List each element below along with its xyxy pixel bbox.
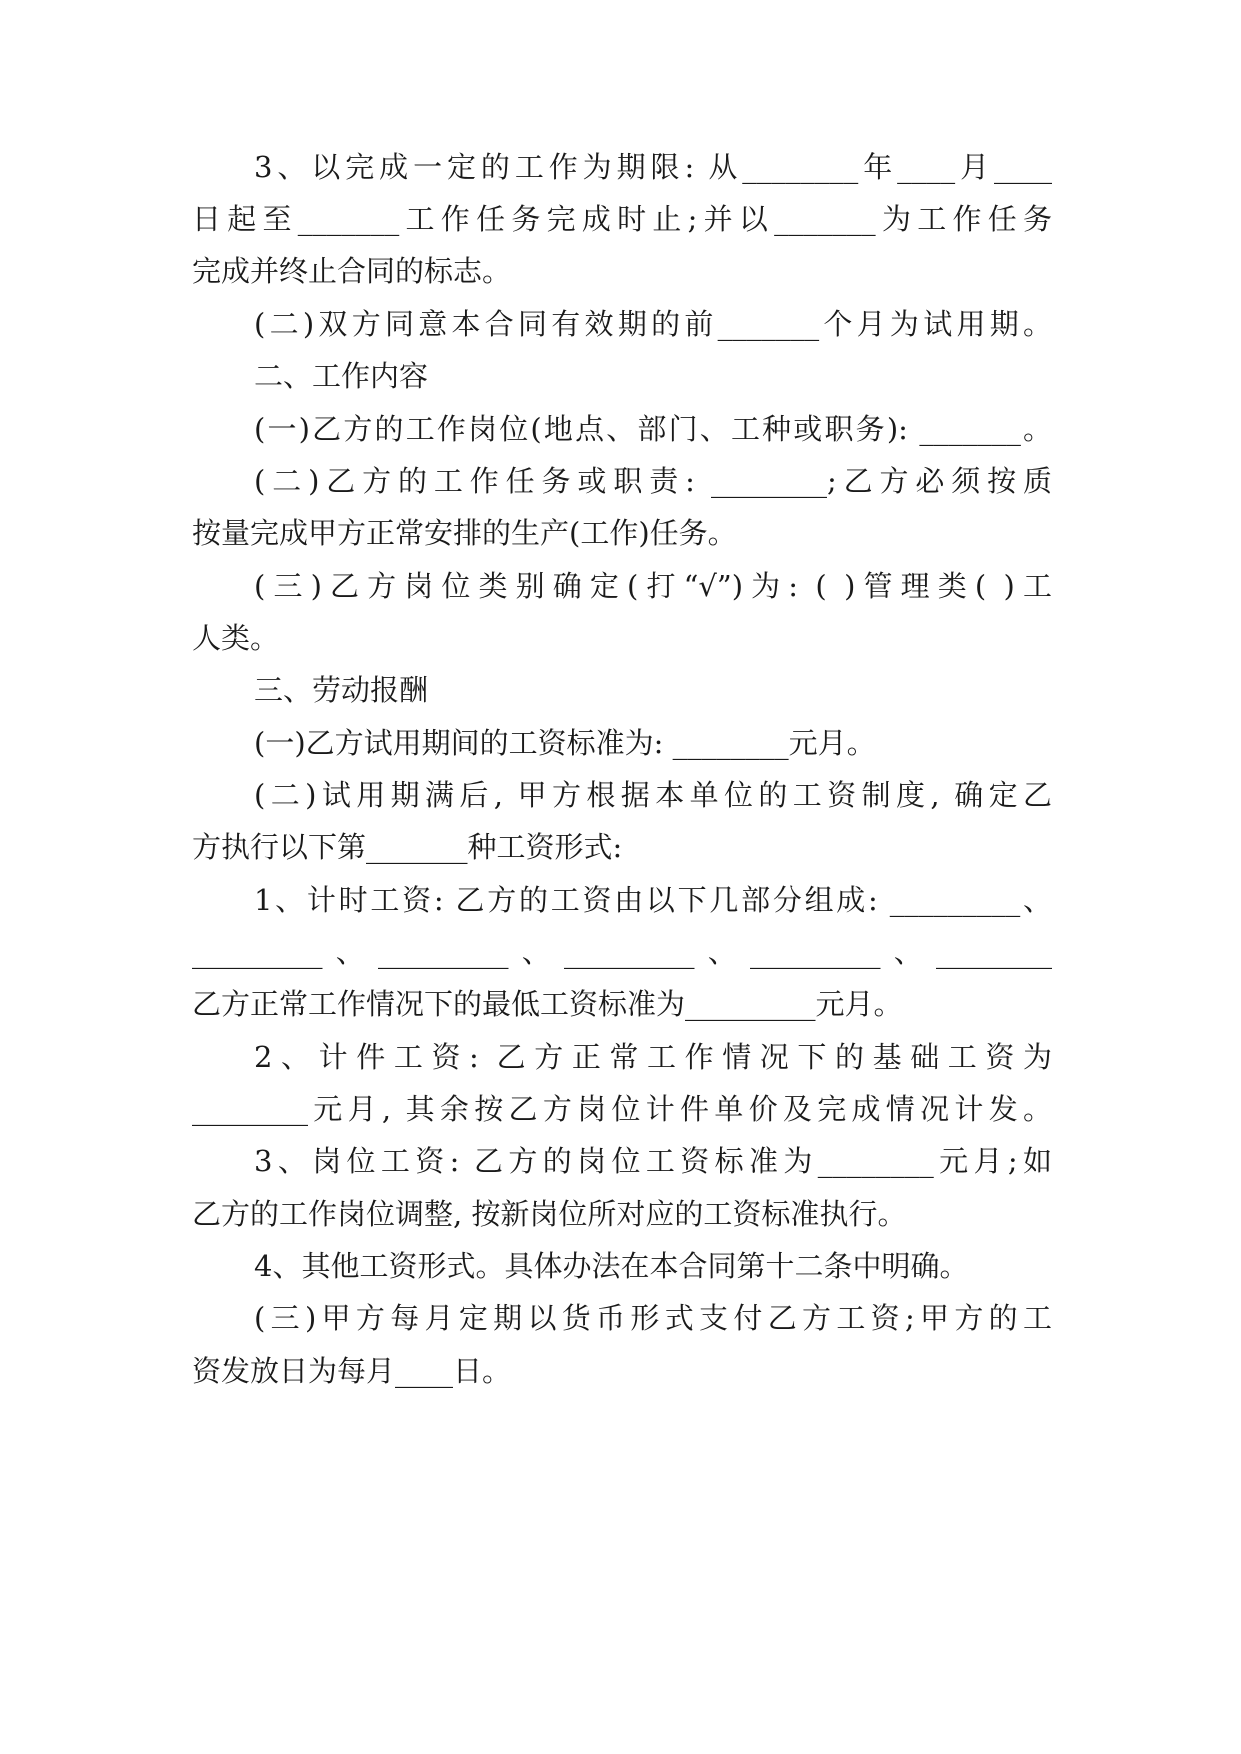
text-line: ________元月, 其余按乙方岗位计件单价及完成情况计发。	[192, 1092, 1052, 1126]
text-line: 方执行以下第_______种工资形式:	[192, 830, 623, 864]
text-line: 按量完成甲方正常安排的生产(工作)任务。	[192, 516, 737, 550]
text-line: 人类。	[192, 621, 280, 655]
text-line: 日起至_______工作任务完成时止;并以_______为工作任务	[192, 202, 1052, 236]
text-line: _________、_________、_________、_________、________	[192, 935, 1052, 969]
section-heading: 三、劳动报酬	[254, 673, 429, 707]
text-line: 3、以完成一定的工作为期限: 从________年____月____	[254, 150, 1052, 184]
text-line: 乙方正常工作情况下的最低工资标准为_________元月。	[192, 987, 903, 1021]
section-heading: 二、工作内容	[254, 359, 429, 393]
text-line: 4、其他工资形式。具体办法在本合同第十二条中明确。	[254, 1249, 969, 1283]
text-line: (二)双方同意本合同有效期的前_______个月为试用期。	[254, 307, 1052, 341]
text-line: (三)乙方岗位类别确定(打“√”)为: ( )管理类( )工	[254, 569, 1052, 603]
text-line: 完成并终止合同的标志。	[192, 254, 512, 288]
text-line: (二)试用期满后, 甲方根据本单位的工资制度, 确定乙	[254, 778, 1052, 812]
text-line: 3、岗位工资: 乙方的岗位工资标准为________元月;如	[254, 1144, 1052, 1178]
text-line: 1、计时工资: 乙方的工资由以下几部分组成: _________、	[254, 883, 1052, 917]
text-line: 2、计件工资: 乙方正常工作情况下的基础工资为	[254, 1040, 1052, 1074]
text-line: (三)甲方每月定期以货币形式支付乙方工资;甲方的工	[254, 1301, 1052, 1335]
text-line: (一)乙方的工作岗位(地点、部门、工种或职务): _______。	[254, 412, 1052, 446]
text-line: (一)乙方试用期间的工资标准为: ________元月。	[254, 726, 876, 760]
text-line: 资发放日为每月____日。	[192, 1354, 512, 1388]
text-line: (二)乙方的工作任务或职责: ________;乙方必须按质	[254, 464, 1052, 498]
text-line: 乙方的工作岗位调整, 按新岗位所对应的工资标准执行。	[192, 1197, 907, 1231]
